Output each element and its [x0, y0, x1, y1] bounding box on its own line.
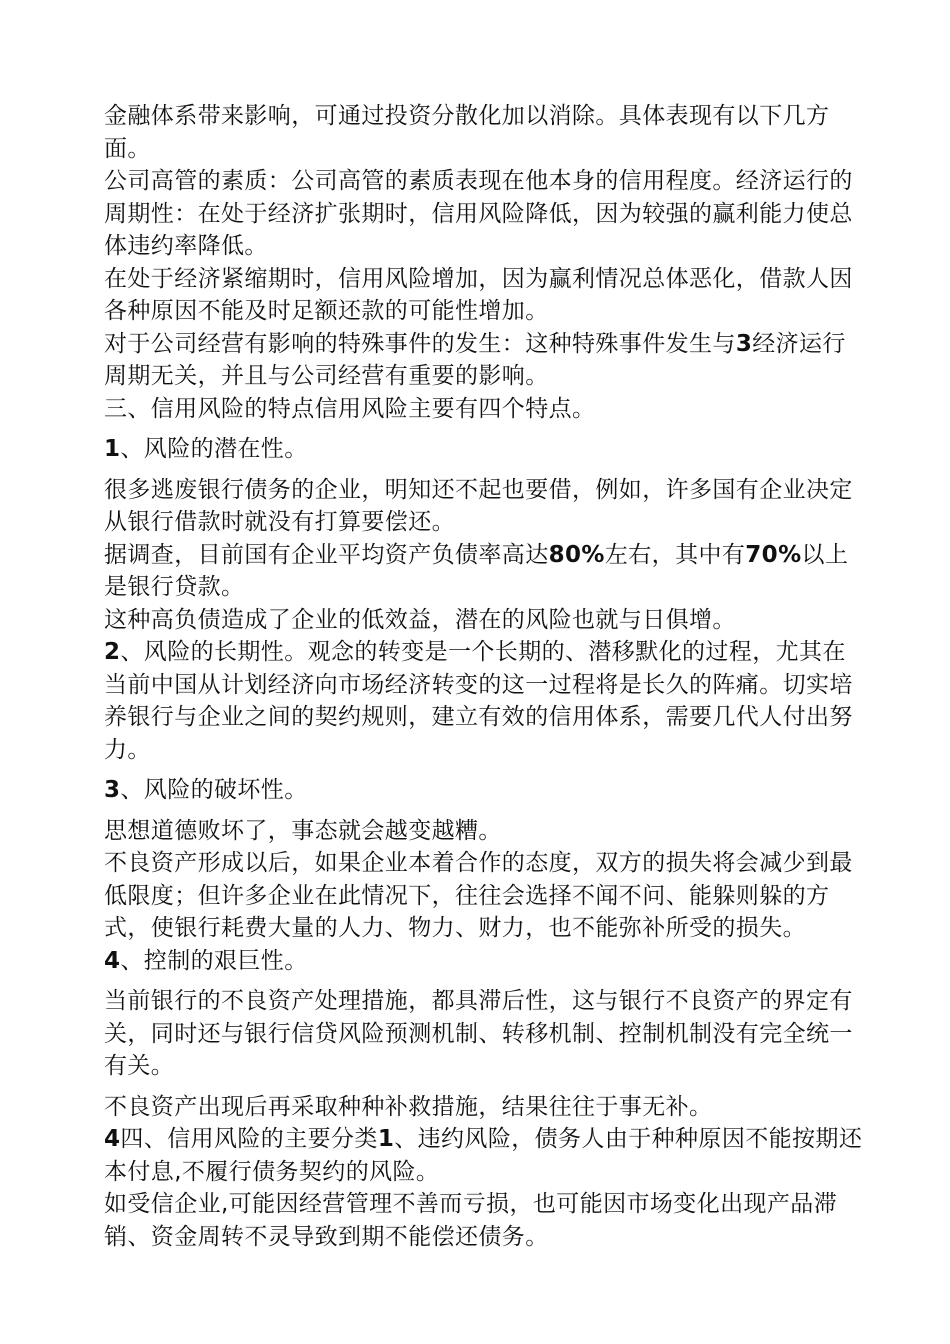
point-heading: 2、风险的长期性。观念的转变是一个长期的、潜移默化的过程，尤其在当前中国从计划经济向市场经济转变的这一过程将是长久的阵痛。切实培养银行与企业之间的契约规则，建立有效的信用体系，需要几代人付出努力。 — [104, 639, 853, 763]
bold-number: 2 — [104, 639, 121, 665]
paragraph: 据调查，目前国有企业平均资产负债率高达80%左右，其中有70%以上是银行贷款。 — [104, 541, 849, 600]
bold-number: 1 — [104, 436, 121, 462]
paragraph: 当前银行的不良资产处理措施，都具滞后性，这与银行不良资产的界定有关，同时还与银行信贷风险预测机制、转移机制、控制机制没有完全统一有关。 — [104, 988, 853, 1079]
paragraph: 对于公司经营有影响的特殊事件的发生：这种特殊事件发生与3经济运行周期无关，并且与公司经营有重要的影响。 — [104, 330, 846, 389]
bold-number: 70% — [745, 541, 802, 568]
point-heading: 1、风险的潜在性。 — [104, 436, 308, 462]
paragraph: 不良资产形成以后，如果企业本着合作的态度，双方的损失将会减少到最低限度；但许多企业在此情况下，往往会选择不闻不问、能躲则躲的方式，使银行耗费大量的人力、物力、财力，也不能弥补所受的损失。 — [104, 850, 853, 941]
paragraph: 金融体系带来影响，可通过投资分散化加以消除。具体表现有以下几方面。 — [104, 103, 830, 162]
point-heading: 4、控制的艰巨性。 — [104, 947, 308, 974]
paragraph: 如受信企业,可能因经营管理不善而亏损，也可能因市场变化出现产品滞销、资金周转不灵导致到期不能偿还债务。 — [104, 1191, 838, 1250]
bold-number: 4 — [104, 947, 121, 974]
paragraph: 公司高管的素质：公司高管的素质表现在他本身的信用程度。经济运行的周期性：在处于经济扩张期时，信用风险降低，因为较强的赢利能力使总体违约率降低。 — [104, 168, 853, 259]
bold-number: 3 — [104, 777, 121, 803]
paragraph: 这种高负债造成了企业的低效益，潜在的风险也就与日俱增。 — [104, 606, 736, 633]
bold-number: 80% — [548, 541, 605, 568]
bold-number: 4 — [104, 1126, 121, 1152]
section-heading: 三、信用风险的特点信用风险主要有四个特点。 — [104, 395, 596, 422]
bold-number: 1 — [377, 1126, 395, 1152]
section-heading: 4四、信用风险的主要分类1、违约风险，债务人由于种种原因不能按期还本付息,不履行债务契约的风险。 — [104, 1126, 863, 1185]
paragraph: 不良资产出现后再采取种种补救措施，结果往往于事无补。 — [104, 1093, 713, 1120]
bold-number: 3 — [735, 330, 753, 357]
paragraph: 思想道德败坏了，事态就会越变越糟。 — [104, 817, 502, 844]
point-heading: 3、风险的破坏性。 — [104, 777, 308, 803]
document-body — [104, 100, 864, 1253]
paragraph: 很多逃废银行债务的企业，明知还不起也要借，例如，许多国有企业决定从银行借款时就没有打算要偿还。 — [104, 476, 853, 535]
paragraph: 在处于经济紧缩期时，信用风险增加，因为赢利情况总体恶化，借款人因各种原因不能及时足额还款的可能性增加。 — [104, 265, 853, 324]
